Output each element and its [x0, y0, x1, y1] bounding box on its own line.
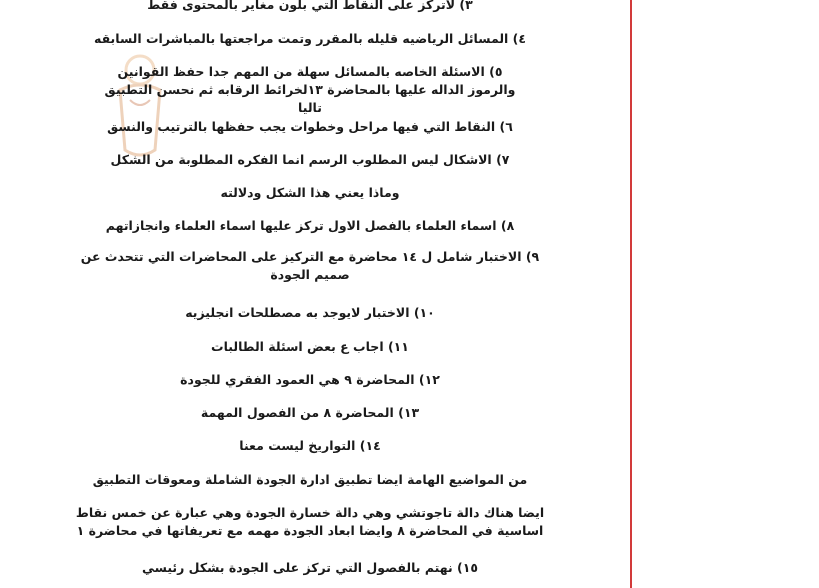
doc-line-4: ٦) النقاط التي فيها مراحل وخطوات يجب حفظها بالترتيب والنسق [107, 119, 513, 134]
doc-line-9: ١٠) الاختبار لايوجد به مصطلحات انجليزيه [185, 305, 435, 320]
page-border-line [630, 0, 632, 588]
doc-line-7: ٨) اسماء العلماء بالفصل الاول تركز عليها اسماء العلماء وانجازاتهم [105, 218, 515, 233]
doc-line-3: ٥) الاسئلة الخاصه بالمسائل سهلة من المهم جدا حفظ القوانين والرموز الداله عليها بالمحاضرة ١٣لخرائط الرقابه ثم نحسن التطبيق تاليا [104, 64, 516, 115]
doc-line-16: ١٥) نهتم بالفصول التي تركز على الجودة بشكل رئيسي [141, 560, 479, 575]
doc-line-14: من المواضيع الهامة ايضا تطبيق ادارة الجودة الشاملة ومعوقات التطبيق [92, 472, 528, 487]
doc-line-6: وماذا يعني هذا الشكل ودلالته [220, 185, 400, 200]
doc-line-5: ٧) الاشكال ليس المطلوب الرسم انما الفكره المطلوبة من الشكل [110, 152, 510, 167]
doc-line-13: ١٤) التواريخ ليست معنا [239, 438, 381, 453]
doc-line-12: ١٣) المحاضرة ٨ من الفصول المهمة [200, 405, 420, 420]
doc-line-1: ٣) لاتركز على النقاط التي بلون مغاير بالمحتوى فقط [147, 0, 473, 12]
doc-line-10: ١١) اجاب ع بعض اسئلة الطالبات [211, 339, 409, 354]
doc-line-2: ٤) المسائل الرياضيه قليله بالمقرر وتمت مراجعتها بالمباشرات السابقه [93, 31, 527, 46]
doc-line-11: ١٢) المحاضرة ٩ هي العمود الفقري للجودة [180, 372, 440, 387]
doc-line-15: ايضا هناك دالة تاجوتشي وهي دالة خسارة الجودة وهي عبارة عن خمس نقاط اساسية في المحاضرة ٨ وايضا ابعاد الجودة مهمه مع تعريفاتها في محاضرة ١ [75, 505, 545, 538]
doc-line-8: ٩) الاختبار شامل ل ١٤ محاضرة مع التركيز على المحاضرات التي تتحدث عن صميم الجودة [80, 249, 540, 282]
